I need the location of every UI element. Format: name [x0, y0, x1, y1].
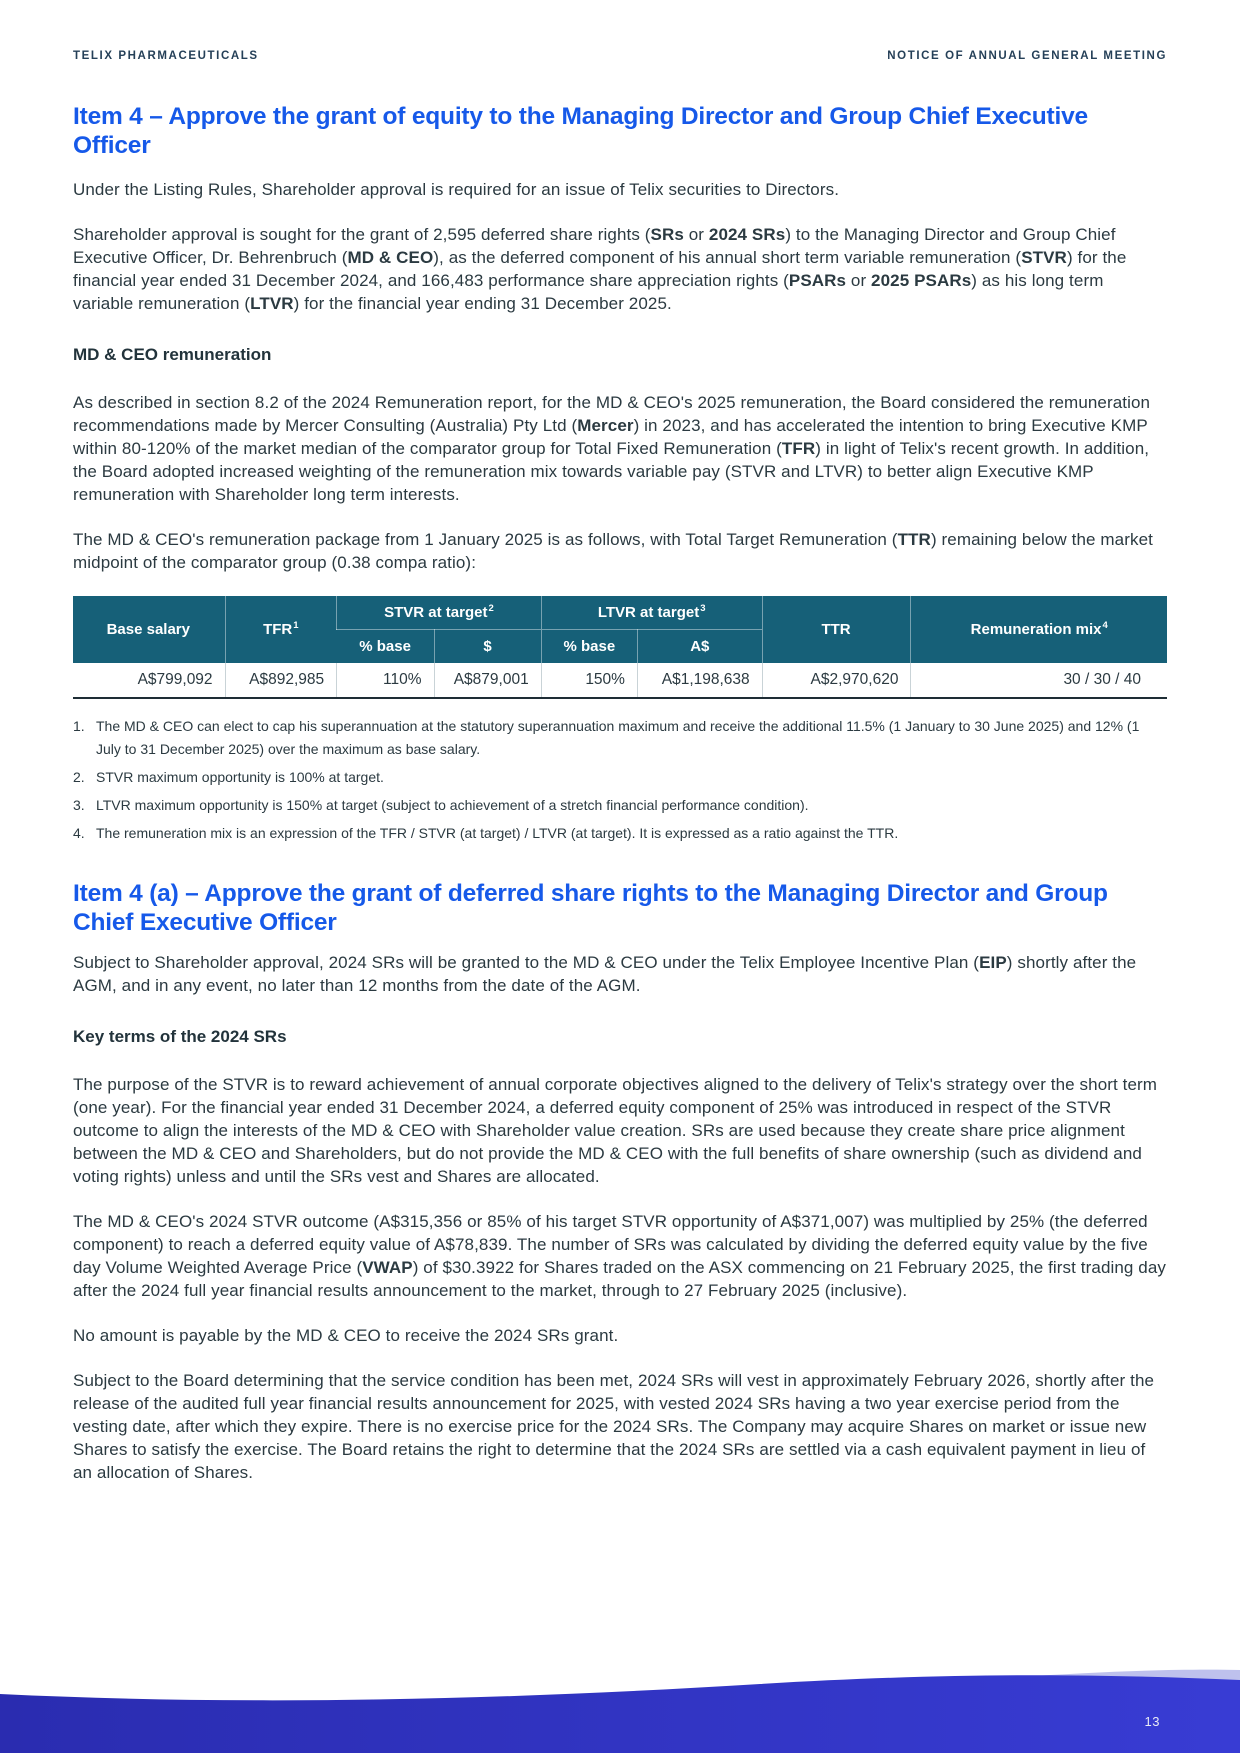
table-footnotes [73, 715, 1167, 845]
item4-paragraph-1: Under the Listing Rules, Shareholder approval is required for an issue of Telix securities to Directors. [73, 180, 840, 199]
item4a-paragraph-4: No amount is payable by the MD & CEO to receive the 2024 SRs grant. [73, 1326, 619, 1345]
footnote-text: The remuneration mix is an expression of the TFR / STVR (at target) / LTVR (at target). It is expressed as a ratio against the TTR. [96, 825, 899, 841]
item4a-paragraph-1: Subject to Shareholder approval, 2024 SRs will be granted to the MD & CEO under the Telix Employee Incentive Plan (EIP) shortly after the AGM, and in any event, no later than 12 months from the date of the AGM. [73, 953, 1137, 995]
table-row [73, 663, 1167, 698]
footer-wave-graphic [0, 1608, 1240, 1753]
footnote-text: STVR maximum opportunity is 100% at target. [96, 769, 384, 785]
table-header-ttr: TTR [762, 596, 911, 663]
remuneration-mix-value: 30 / 30 / 40 [911, 663, 1167, 698]
table-subheader-ltvr-pct-base: % base [541, 630, 637, 664]
page-content [73, 102, 1167, 1484]
item4a-heading: Item 4 (a) – Approve the grant of deferred share rights to the Managing Director and Group Chief Executive Officer [73, 880, 1108, 936]
tfr-value: A$892,985 [225, 663, 337, 698]
footnote-ref: 1 [293, 620, 299, 631]
footnote-number: 1. [73, 718, 85, 734]
table-header-tfr: TFR$^1$ [225, 596, 337, 663]
footnote-number: 4. [73, 825, 85, 841]
item4-paragraph-3: As described in section 8.2 of the 2024 Remuneration report, for the MD & CEO's 2025 remuneration, the Board considered the remuneration recommendations made by Mercer Consulting (Australia) Pty Ltd (Mercer) in 2023, and has accelerated the intention to bring Executive KMP within 80-120% of the market median of the comparator group for Total Fixed Remuneration (TFR) in light of Telix's recent growth. In addition, the Board adopted increased weighting of the remuneration mix towards variable pay (STVR and LTVR) to better align Executive KMP remuneration with Shareholder long term interests. [73, 393, 1151, 504]
page-header [0, 0, 1240, 62]
footnote-1 [73, 715, 1167, 761]
ttr-value: A$2,970,620 [762, 663, 911, 698]
base-salary-value: A$799,092 [73, 663, 225, 698]
ltvr-pct-base-value: 150% [541, 663, 637, 698]
table-subheader-stvr-dollars: $ [434, 630, 541, 664]
footnote-3 [73, 794, 1167, 817]
table-header-remuneration-mix: Remuneration mix$^4$ [911, 596, 1167, 663]
table-header-base-salary: Base salary [73, 596, 225, 663]
page-number: 13 [1144, 1714, 1160, 1729]
md-ceo-remuneration-subheading: MD & CEO remuneration [73, 345, 272, 364]
table-header-ltvr-at-target: LTVR at target$^3$ [541, 596, 762, 630]
table-subheader-stvr-pct-base: % base [337, 630, 434, 664]
remuneration-table [73, 596, 1167, 699]
footnote-number: 3. [73, 797, 85, 813]
footnote-2 [73, 766, 1167, 789]
footnote-ref: 4 [1102, 620, 1108, 631]
header-document-title: NOTICE OF ANNUAL GENERAL MEETING [887, 50, 1167, 62]
footnote-4 [73, 822, 1167, 845]
stvr-dollar-value: A$879,001 [434, 663, 541, 698]
footnote-ref: 2 [488, 603, 494, 614]
footnote-ref: 3 [700, 603, 706, 614]
item4-paragraph-4: The MD & CEO's remuneration package from 1 January 2025 is as follows, with Total Target Remuneration (TTR) remaining below the market midpoint of the comparator group (0.38 compa ratio): [73, 530, 1153, 572]
item4a-paragraph-3: The MD & CEO's 2024 STVR outcome (A$315,356 or 85% of his target STVR opportunity of A$371,007) was multiplied by 25% (the deferred component) to reach a deferred equity value of A$78,839. The number of SRs was calculated by dividing the deferred equity value by the five day Volume Weighted Average Price (VWAP) of $30.3922 for Shares traded on the ASX commencing on 21 February 2025, the first trading day after the 2024 full year financial results announcement to the market, through to 27 February 2025 (inclusive). [73, 1212, 1167, 1300]
ltvr-dollar-value: A$1,198,638 [637, 663, 762, 698]
item4-heading: Item 4 – Approve the grant of equity to the Managing Director and Group Chief Executive Officer [73, 103, 1088, 159]
footnote-text: LTVR maximum opportunity is 150% at target (subject to achievement of a stretch financial performance condition). [96, 797, 809, 813]
footnote-text: The MD & CEO can elect to cap his superannuation at the statutory superannuation maximum and receive the additional 11.5% (1 January to 30 June 2025) and 12% (1 July to 31 December 2025) over the maximum as base salary. [96, 718, 1140, 757]
stvr-pct-base-value: 110% [337, 663, 434, 698]
header-company-name: TELIX PHARMACEUTICALS [73, 50, 259, 62]
item4a-paragraph-5: Subject to the Board determining that the service condition has been met, 2024 SRs will vest in approximately February 2026, shortly after the release of the audited full year financial results announcement for 2025, with vested 2024 SRs having a two year exercise period from the vesting date, after which they expire. There is no exercise price for the 2024 SRs. The Company may acquire Shares on market or issue new Shares to satisfy the exercise. The Board retains the right to determine that the 2024 SRs are settled via a cash equivalent payment in lieu of an allocation of Shares. [73, 1371, 1155, 1482]
item4a-paragraph-2: The purpose of the STVR is to reward achievement of annual corporate objectives aligned to the delivery of Telix's strategy over the short term (one year). For the financial year ended 31 December 2024, a deferred equity component of 25% was introduced in respect of the STVR outcome to align the interests of the MD & CEO with Shareholder value creation. SRs are used because they create share price alignment between the MD & CEO and Shareholders, but do not provide the MD & CEO with the full benefits of share ownership (such as dividend and voting rights) unless and until the SRs vest and Shares are allocated. [73, 1075, 1158, 1186]
item4-paragraph-2: Shareholder approval is sought for the grant of 2,595 deferred share rights (SRs or 2024 SRs) to the Managing Director and Group Chief Executive Officer, Dr. Behrenbruch (MD & CEO), as the deferred component of his annual short term variable remuneration (STVR) for the financial year ended 31 December 2024, and 166,483 performance share appreciation rights (PSARs or 2025 PSARs) as his long term variable remuneration (LTVR) for the financial year ending 31 December 2025. [73, 225, 1127, 313]
table-subheader-ltvr-audollars: A$ [637, 630, 762, 664]
table-header-stvr-at-target: STVR at target$^2$ [337, 596, 542, 630]
key-terms-subheading: Key terms of the 2024 SRs [73, 1027, 287, 1046]
footnote-number: 2. [73, 769, 85, 785]
